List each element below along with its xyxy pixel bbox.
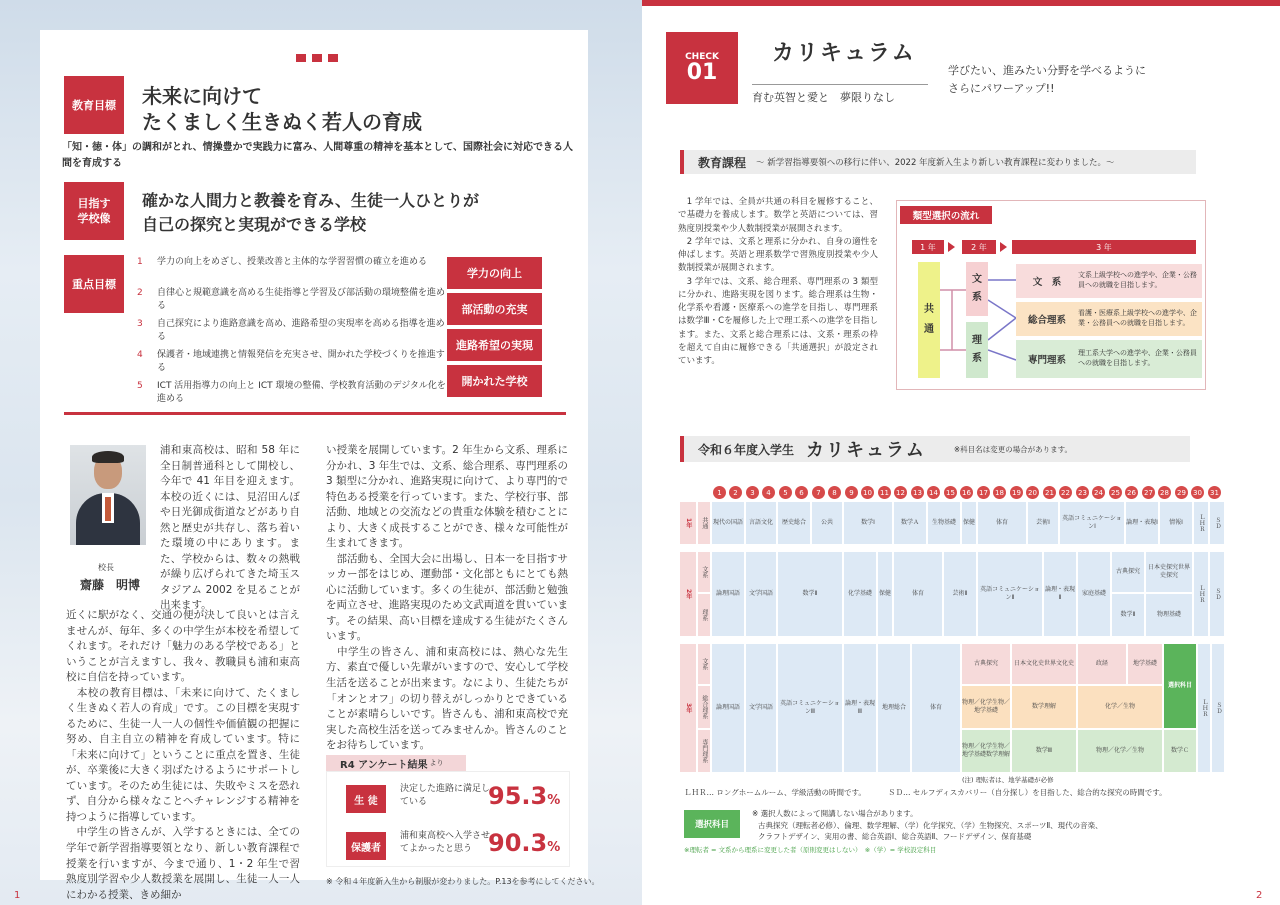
kyoiku-subtitle: ～ 新学習指導要領への移行に伴い、2022 年度新入生より新しい教育課程に変わりました。～ [756,158,1115,168]
y2-cell: 芸術Ⅱ [944,552,976,636]
flow-arrow-1 [948,242,955,252]
y3-cell: 地学基礎 [1128,644,1162,684]
message-top: 浦和東高校は、昭和 58 年に全日制普通科として開校し、今年で 41 年目を迎えます。本校の近くには、見沼田んぼや日光御成街道などがあり自然と歴史が共存し、落ち着いた環境の中にあります。また、学校からは、数々の熱戦が繰り広げられてきた埼玉スタジアム 2002 を見ることが出来ます。 [160,444,300,612]
curriculum-title: カリキュラム [806,440,926,461]
survey-who-2: 保護者 [346,832,386,860]
flow-row-senmon [1016,340,1202,378]
col-num: 20 [1026,486,1039,499]
y3-cell: 体育 [912,644,960,772]
point-num-5: 5 [137,381,143,391]
y1-cell: ＳＤ [1210,502,1224,544]
y3-bun: 文系 [698,644,710,684]
ideal-title-1: 確かな人間力と教養を育み、生徒一人ひとりが [142,191,479,210]
y1-cell: 生物基礎 [928,502,960,544]
flow-row-senmon-desc: 理工系大学への進学や、企業・公務員への就職を目指します。 [1078,349,1197,367]
right-page-number: 2 [1256,890,1263,901]
flow-row-sogo-desc: 看護・医療系上級学校への進学や、企業・公務員への就職を目指します。 [1078,309,1197,327]
check-badge [666,32,738,104]
y3-cell: 数学理解 [1012,686,1076,728]
col-num: 2 [729,486,742,499]
flow-year-1: 1 年 [912,240,944,254]
y1-cell: 数学Ⅰ [844,502,892,544]
y3-cell: 選択科目 [1164,644,1196,728]
flow-row-senmon-name: 専門理系 [1027,355,1066,366]
survey-num-2: 90.3 [488,829,548,857]
col-num: 3 [746,486,759,499]
y1-cell: 体育 [978,502,1026,544]
y1-cell: ＬＨＲ [1194,502,1208,544]
col-num: 13 [911,486,924,499]
sd-note: ＳＤ… セルフディスカバリー（自分探し）を目指した、総合的な探究の時間です。 [888,788,1167,797]
deco-squares [296,54,338,62]
y3-cell: 化学／生物 [1078,686,1162,728]
col-num: 31 [1208,486,1221,499]
y2-cell: 数学Ⅱ [778,552,842,636]
col-num: 24 [1092,486,1105,499]
survey-unit-1: % [547,793,561,808]
point-num-3: 3 [137,319,143,329]
flow-common: 共 通 [918,262,940,378]
y3-cell: 日本文化史世界文化史 [1012,644,1076,684]
y1-cell: 英語コミュニケーションⅠ [1060,502,1124,544]
y3-cell: 論理・表現Ⅲ [844,644,876,772]
point-text-3: 自己探究により進路意識を高め、進路希望の実現率を高める指導を進める [157,319,445,342]
col-num: 22 [1059,486,1072,499]
y2-cell: 日本史探究世界史探究 [1146,552,1192,592]
y3-cell: 物理／化学／生物 [1078,730,1162,772]
y2-cell: ＳＤ [1210,552,1224,636]
point-text-5: ICT 活用指導力の向上と ICT 環境の整備、学校教育活動のデジタル化を進める [157,381,446,404]
message-col2: い授業を展開しています。2 年生から文系、理系に分かれ、3 年生では、文系、総合理系、専門理系の 3 類型に分かれ、進路実現に向けて、より専門的で特色ある授業を行っています。また、学校行事、部活動、地域との交流などの貴重な体験を積むことにより、大きく成長することができ、様々な可能性が生まれてきます。 部活動も、全国大会に出場し、日本一を目指すサッカー部をはじめ、運動部・文化部ともにとても熱心に活動しています。多くの生徒が、部活動と勉強を両立させ、進路実現のため文武両道を貫いています。その結果、高い目標を達成する生徒がたくさんいます。 中学生の皆さん、浦和東高校には、熱心な先生方、素直で優しい先輩がいますので、安心して学校生活を送ることが出来ます。なにより、生徒たちが「オンとオフ」の切り替えがしっかりとできていることが素晴らしいです。皆さんも、浦和東高校で充実した高校生活を送ってみませんか。皆さんのことをお待ちしています。 [326,444,568,752]
sentaku-2: 古典探究（理転者必修）、倫理、数学理解、（学）化学探究、（学）生物探究、スポーツⅡ、現代の音楽、 [758,821,1103,830]
survey-num-1: 95.3 [488,782,548,810]
y2-cell: 体育 [894,552,942,636]
ideal-tag-line1: 目指す [77,196,111,210]
col-num: 27 [1142,486,1155,499]
left-page-number: 1 [14,890,21,901]
y2-cell: 論理国語 [712,552,744,636]
ideal-title-2: 自己の探究と実現ができる学校 [142,215,367,234]
survey-q-1: 決定した進路に満足している [400,784,491,807]
survey-unit-2: % [547,840,561,855]
y3-cell: 数学Ｃ [1164,730,1196,772]
flow-branch [988,260,1018,390]
curriculum-year: 令和６年度入学生 [698,442,795,457]
col-num: 21 [1043,486,1056,499]
col-num: 15 [944,486,957,499]
curriculum-heading: カリキュラム [772,41,916,66]
motto: 育む英智と愛と 夢限りなし [752,84,928,105]
y1-cell: 言語文化 [746,502,776,544]
y2-cell: 化学基礎 [844,552,876,636]
flow-row-sogo-name: 総合理系 [1027,315,1066,326]
principal-role: 校長 [98,563,114,572]
col-num: 11 [878,486,891,499]
flow-arrow-2 [1000,242,1007,252]
goal-desc: 「知・徳・体」の調和がとれ、情操豊かで実践力に富み、人間尊重の精神を基本として、国際社会に対応できる人間を育成する [62,142,573,169]
survey-q-2: 浦和東高校へ入学させてよかったと思う [400,831,491,854]
y3-cell: 数学Ⅲ [1012,730,1076,772]
message-col1: 近くに駅がなく、交通の便が決して良いとは言えませんが、毎年、多くの中学生が本校を希望してくれます。それだけ「魅力のある学校である」ということが言えますし、我々、教職員も浦和東高校に自信を持っています。 本校の教育目標は、「未来に向けて、たくましく生きぬく若人の育成」です。この目標を実現するために、生徒一人一人の個性や価値観の把握に努め、自主自立の精神を育成しています。特に「未来に向けて」ということに重点を置き、生徒が、卒業後に大きく羽ばたけるようにサポートしています。そのため生徒には、失敗やミスを恐れず、自分から様々なことへチャレンジする精神を持つように指導しています。 中学生の皆さんが、入学するときには、全ての学年で新学習指導要領となり、新しい教育課程で授業を行いますが、今まで通り、1・2 年生で習熟度別学習や少人数授業を展開し、生徒一人一人にわかる授業、きめ細か [66,609,300,901]
y1-cell: 公共 [812,502,842,544]
lead-2: さらにパワーアップ!! [948,82,1055,95]
col-num: 12 [894,486,907,499]
flow-year-2: 2 年 [962,240,996,254]
y2-cell: 数学Ⅱ [1112,594,1144,636]
point-text-4: 保護者・地域連携と情報発信を充実させ、開かれた学校づくりを推進する [157,350,445,373]
left-footnote: ※ 令和４年度新入生から制服が変わりました。P.13を参考にしてください。 [326,877,600,886]
flow-ri: 理 系 [966,322,988,378]
sentaku-3: クラフトデザイン、実用の書、総合英語Ⅰ、総合英語Ⅱ、フードデザイン、保育基礎 [758,832,1032,841]
y3-cell: 文学国語 [746,644,776,772]
ideal-tag-line2: 学校像 [77,212,111,225]
y3-senmon: 専門理系 [698,730,710,772]
y3-cell: ＳＤ [1212,644,1224,772]
goal-title-2: たくましく生きぬく若人の育成 [142,110,422,134]
y1-cell: 論理・表現Ⅰ [1126,502,1158,544]
focus-tag: 重点目標 [64,255,124,313]
y1-cell: 数学Ａ [894,502,926,544]
col-num: 9 [845,486,858,499]
goal-tag: 教育目標 [64,76,124,134]
principal-name: 齋藤 明博 [80,578,141,592]
focus-badge-3: 進路希望の実現 [447,329,542,361]
col-num: 23 [1076,486,1089,499]
survey-val-2 [488,829,560,857]
y2-bun: 文系 [698,552,710,592]
y2-cell: 文学国語 [746,552,776,636]
col-num: 29 [1175,486,1188,499]
point-num-4: 4 [137,350,143,360]
survey-suffix: より [429,759,444,767]
col-num: 16 [960,486,973,499]
col-num: 28 [1158,486,1171,499]
y3-cell: ＬＨＲ [1198,644,1210,772]
y2-cell: 論理・表現Ⅱ [1044,552,1076,636]
y3-sogo: 総合理系 [698,686,710,728]
flow-year-3: 3 年 [1012,240,1196,254]
survey-header [326,755,466,771]
flow-bun: 文 系 [966,262,988,316]
col-num: 30 [1191,486,1204,499]
survey-who-1: 生 徒 [346,785,386,813]
check-label: CHECK [685,52,719,62]
col-num: 8 [828,486,841,499]
col-num: 14 [927,486,940,499]
divider [64,412,566,415]
y3-cell: 論理国語 [712,644,744,772]
lead-1: 学びたい、進みたい分野を学べるように [948,64,1146,77]
y1-cell: 情報Ⅰ [1160,502,1192,544]
col-num: 17 [977,486,990,499]
y3-cell: 英語コミュニケーションⅢ [778,644,842,772]
lhr-note: ＬＨＲ… ロングホームルーム、学級活動の時間です。 [684,788,866,797]
kyoiku-header [680,150,1196,174]
point-text-2: 自律心と規範意識を高める生徒指導と学習及び部活動の環境整備を進める [157,288,446,311]
survey-title: R4 アンケート結果 [340,759,428,771]
ideal-tag [64,182,124,240]
focus-badge-1: 学力の向上 [447,257,542,289]
col-num: 25 [1109,486,1122,499]
col-num: 19 [1010,486,1023,499]
point-text-1: 学力の向上をめざし、授業改善と主体的な学習習慣の確立を進める [157,257,428,267]
curriculum-header [680,436,1190,462]
y3-label: 3年 [680,644,696,772]
point-num-1: 1 [137,257,143,267]
survey-val-1 [488,782,560,810]
y2-ri: 理系 [698,594,710,636]
y2-cell: 英語コミュニケーションⅡ [978,552,1042,636]
sentaku-1: ※ 選択人数によって開講しない場合があります。 [752,809,918,818]
y3-cell: 地理総合 [878,644,910,772]
sentaku-tag: 選択科目 [684,810,740,838]
flow-row-bun-name: 文 系 [1032,277,1062,288]
flow-row-sogo [1016,302,1202,336]
col-num: 6 [795,486,808,499]
y2-cell: 古典探究 [1112,552,1144,592]
flow-title: 類型選択の流れ [900,206,992,224]
col-num: 1 [713,486,726,499]
col-num: 26 [1125,486,1138,499]
flow-lines [940,260,980,390]
y1-cell: 現代の国語 [712,502,744,544]
y2-cell: 家庭基礎 [1078,552,1110,636]
y3-cell: 物理／化学生物／地学基礎数学理解 [962,730,1010,772]
flow-row-bun-desc: 文系上級学校への進学や、企業・公務員への就職を目指します。 [1078,271,1197,289]
focus-badge-4: 開かれた学校 [447,365,542,397]
y1-cell: 保健 [962,502,976,544]
y2-cell: 物理基礎 [1146,594,1192,636]
y1-cell: 芸術Ⅰ [1028,502,1058,544]
col-num: 10 [861,486,874,499]
y3-cell: 物理／化学生物／地学基礎 [962,686,1010,728]
note-ri: (注) 理転者は、地学基礎が必修 [962,776,1054,784]
col-num: 4 [762,486,775,499]
check-number: 01 [686,60,718,85]
col-num: 18 [993,486,1006,499]
flow-row-bun [1016,264,1202,298]
y2-label: 2年 [680,552,696,636]
kyoiku-title: 教育課程 [698,155,747,170]
y1-cell: 歴史総合 [778,502,810,544]
principal-photo [70,445,146,545]
y2-cell: ＬＨＲ [1194,552,1208,636]
point-num-2: 2 [137,288,143,298]
y1-kyotsu: 共通 [698,502,710,544]
y1-label: 1年 [680,502,696,544]
goal-title-1: 未来に向けて [142,84,262,108]
y3-cell: 政経 [1078,644,1126,684]
curriculum-note: ※科目名は変更の場合があります。 [953,444,1073,454]
col-num: 7 [812,486,825,499]
y2-cell: 保健 [878,552,892,636]
col-num: 5 [779,486,792,499]
bottom-note: ※理転者 = 文系から理系に変更した者（原則変更はしない） ※（学）= 学校設定科目 [684,846,937,854]
kyoiku-body: 1 学年では、全員が共通の科目を履修すること、で基礎力を養成します。数学と英語については、習熟度別授業や少人数制授業が展開されます。 2 学年では、文系と理系に分かれ、自身の適性を伸ばします。英語と理系数学で習熟度別授業や少人数制授業が展開されます。 3 学年では、文系、総合理系、専門理系の 3 類型に分かれ、進路実現を図ります。総合理系は生物・化学系や看護・医療系への進学を目指し、専門理系は数学Ⅲ・Cを履修した上で理工系への進学を目指します。また、文系と総合理系には、文系・理系の枠を超えて自由に履修できる「共通選択」が設定されています。 [678,197,878,366]
y3-cell: 古典探究 [962,644,1010,684]
focus-badge-2: 部活動の充実 [447,293,542,325]
